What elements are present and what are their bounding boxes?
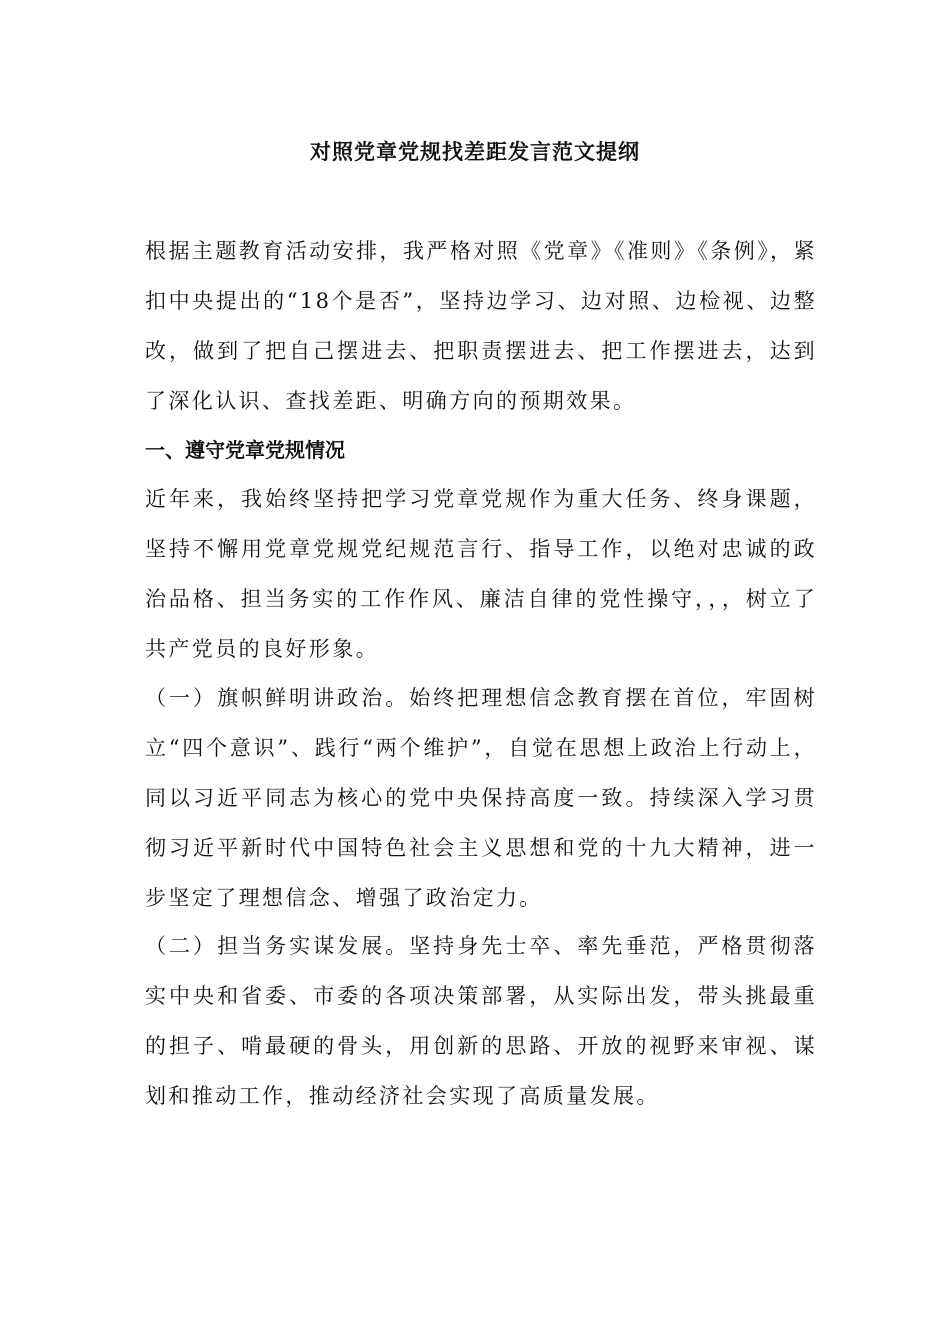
document-title: 对照党章党规找差距发言范文提纲 — [310, 140, 640, 164]
item-one-paragraph: （一）旗帜鲜明讲政治。始终把理想信念教育摆在首位，牢固树立“四个意识”、践行“两个维护”，自觉在思想上政治上行动上，同以习近平同志为核心的党中央保持高度一致。持续深入学习贯彻习近平新时代中国特色社会主义思想和党的十九大精神，进一步坚定了理想信念、增强了政治定力。 — [145, 686, 817, 910]
section-heading: 一、遵守党章党规情况 — [145, 438, 345, 462]
item-two-paragraph: （二）担当务实谋发展。坚持身先士卒、率先垂范，严格贯彻落实中央和省委、市委的各项决策部署，从实际出发，带头挑最重的担子、啃最硬的骨头，用创新的思路、开放的视野来审视、谋划和推动工作，推动经济社会实现了高质量发展。 — [145, 934, 817, 1108]
section-paragraph: 近年来，我始终坚持把学习党章党规作为重大任务、终身课题，坚持不懈用党章党规党纪规范言行、指导工作，以绝对忠诚的政治品格、担当务实的工作作风、廉洁自律的党性操守，，，树立了共产党员的良好形象。 — [145, 487, 817, 661]
intro-paragraph: 根据主题教育活动安排，我严格对照《党章》《准则》《条例》，紧扣中央提出的“18个是否”，坚持边学习、边对照、边检视、边整改，做到了把自己摆进去、把职责摆进去、把工作摆进去，达到了深化认识、查找差距、明确方向的预期效果。 — [145, 239, 817, 413]
